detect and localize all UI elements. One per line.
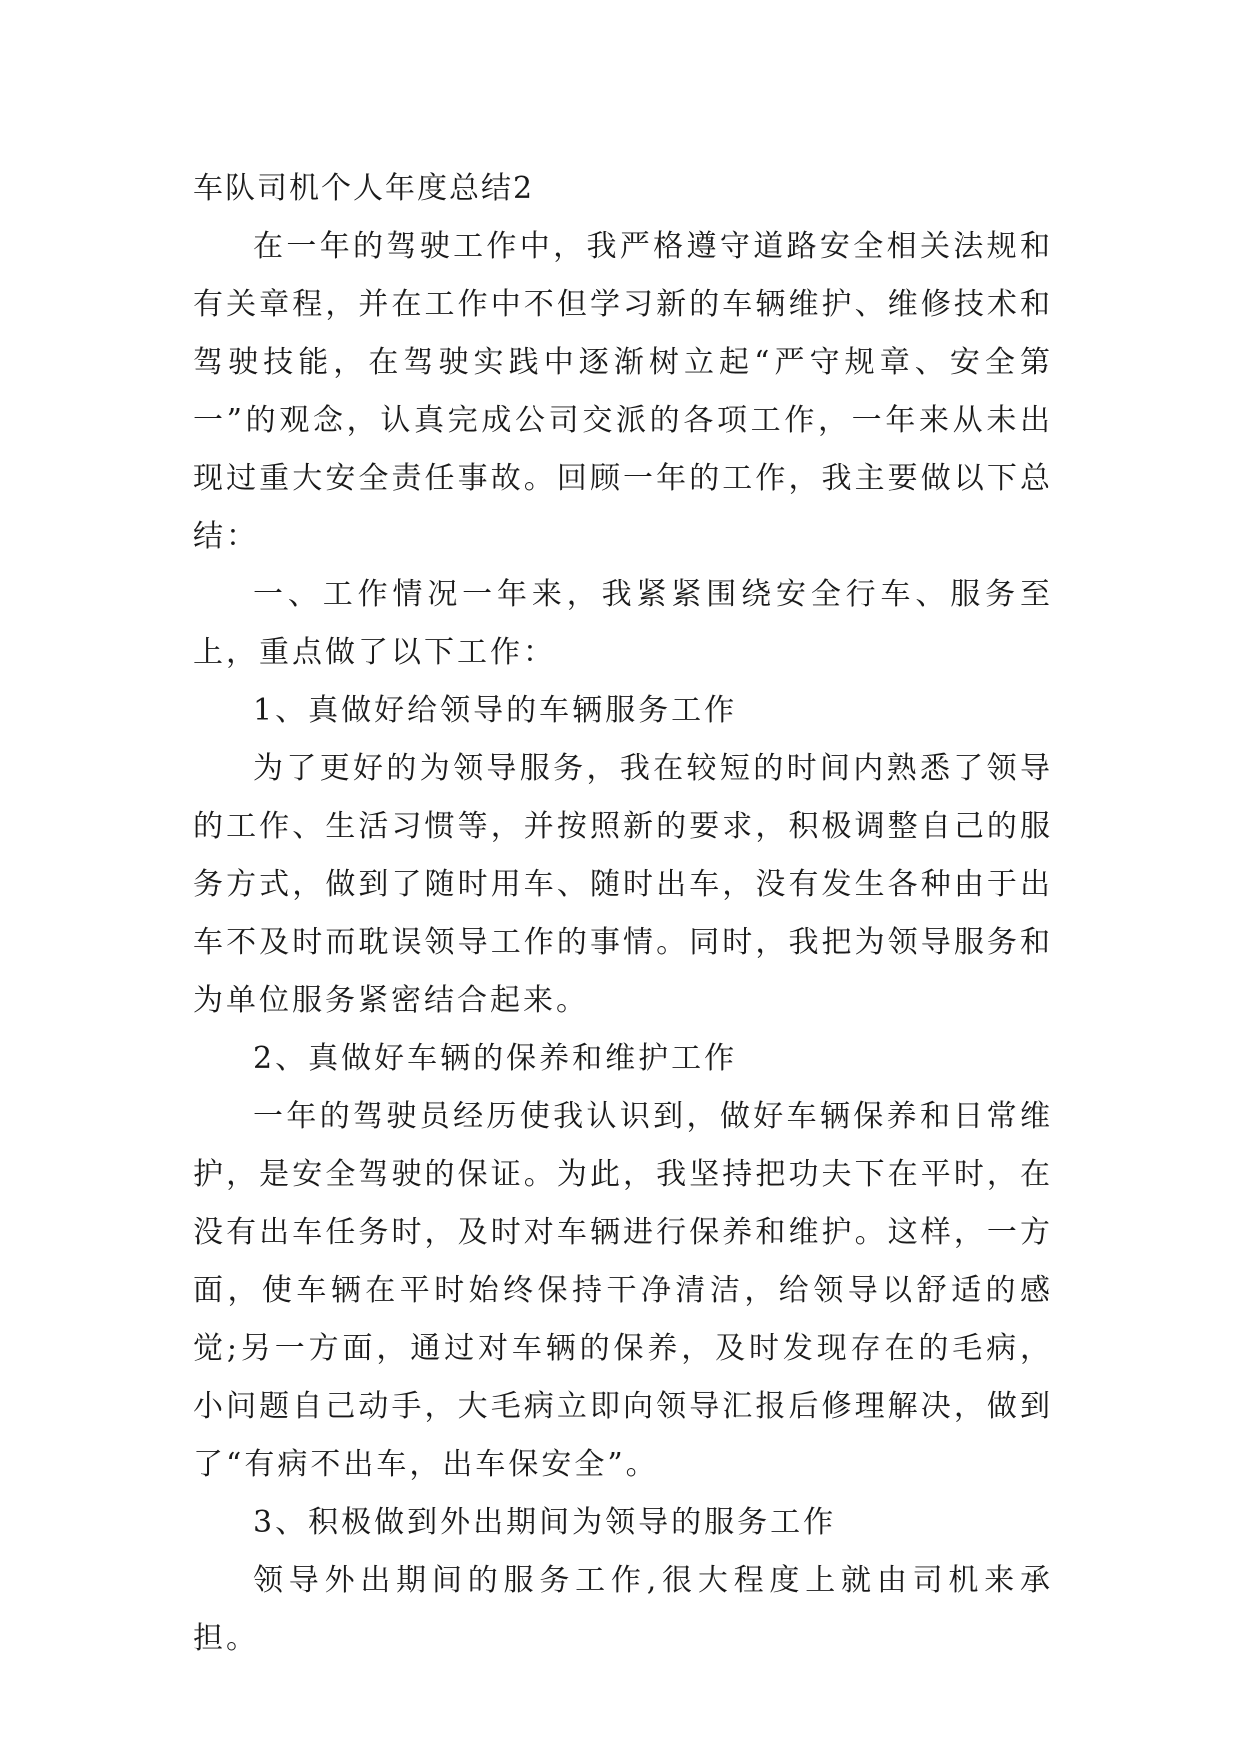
- document-title: 车队司机个人年度总结2: [193, 171, 535, 206]
- paragraph-work-overview: 一、工作情况一年来，我紧紧围绕安全行车、服务至上，重点做了以下工作：: [193, 577, 1053, 670]
- heading-item-2: 2、真做好车辆的保养和维护工作: [253, 1041, 738, 1076]
- heading-item-3: 3、积极做到外出期间为领导的服务工作: [253, 1505, 837, 1540]
- heading-item-1: 1、真做好给领导的车辆服务工作: [253, 693, 738, 728]
- paragraph-intro: 在一年的驾驶工作中，我严格遵守道路安全相关法规和有关章程，并在工作中不但学习新的车辆维护、维修技术和驾驶技能，在驾驶实践中逐渐树立起“严守规章、安全第一”的观念，认真完成公司交派的各项工作，一年来从未出现过重大安全责任事故。回顾一年的工作，我主要做以下总结：: [193, 229, 1053, 554]
- document-body: [193, 160, 1053, 1668]
- paragraph-item-2: 一年的驾驶员经历使我认识到，做好车辆保养和日常维护，是安全驾驶的保证。为此，我坚持把功夫下在平时，在没有出车任务时，及时对车辆进行保养和维护。这样，一方面，使车辆在平时始终保持干净清洁，给领导以舒适的感觉;另一方面，通过对车辆的保养，及时发现存在的毛病，小问题自己动手，大毛病立即向领导汇报后修理解决，做到了“有病不出车，出车保安全”。: [193, 1099, 1053, 1482]
- paragraph-item-1: 为了更好的为领导服务，我在较短的时间内熟悉了领导的工作、生活习惯等，并按照新的要求，积极调整自己的服务方式，做到了随时用车、随时出车，没有发生各种由于出车不及时而耽误领导工作的事情。同时，我把为领导服务和为单位服务紧密结合起来。: [193, 751, 1053, 1018]
- paragraph-item-3: 领导外出期间的服务工作,很大程度上就由司机来承担。: [193, 1563, 1053, 1656]
